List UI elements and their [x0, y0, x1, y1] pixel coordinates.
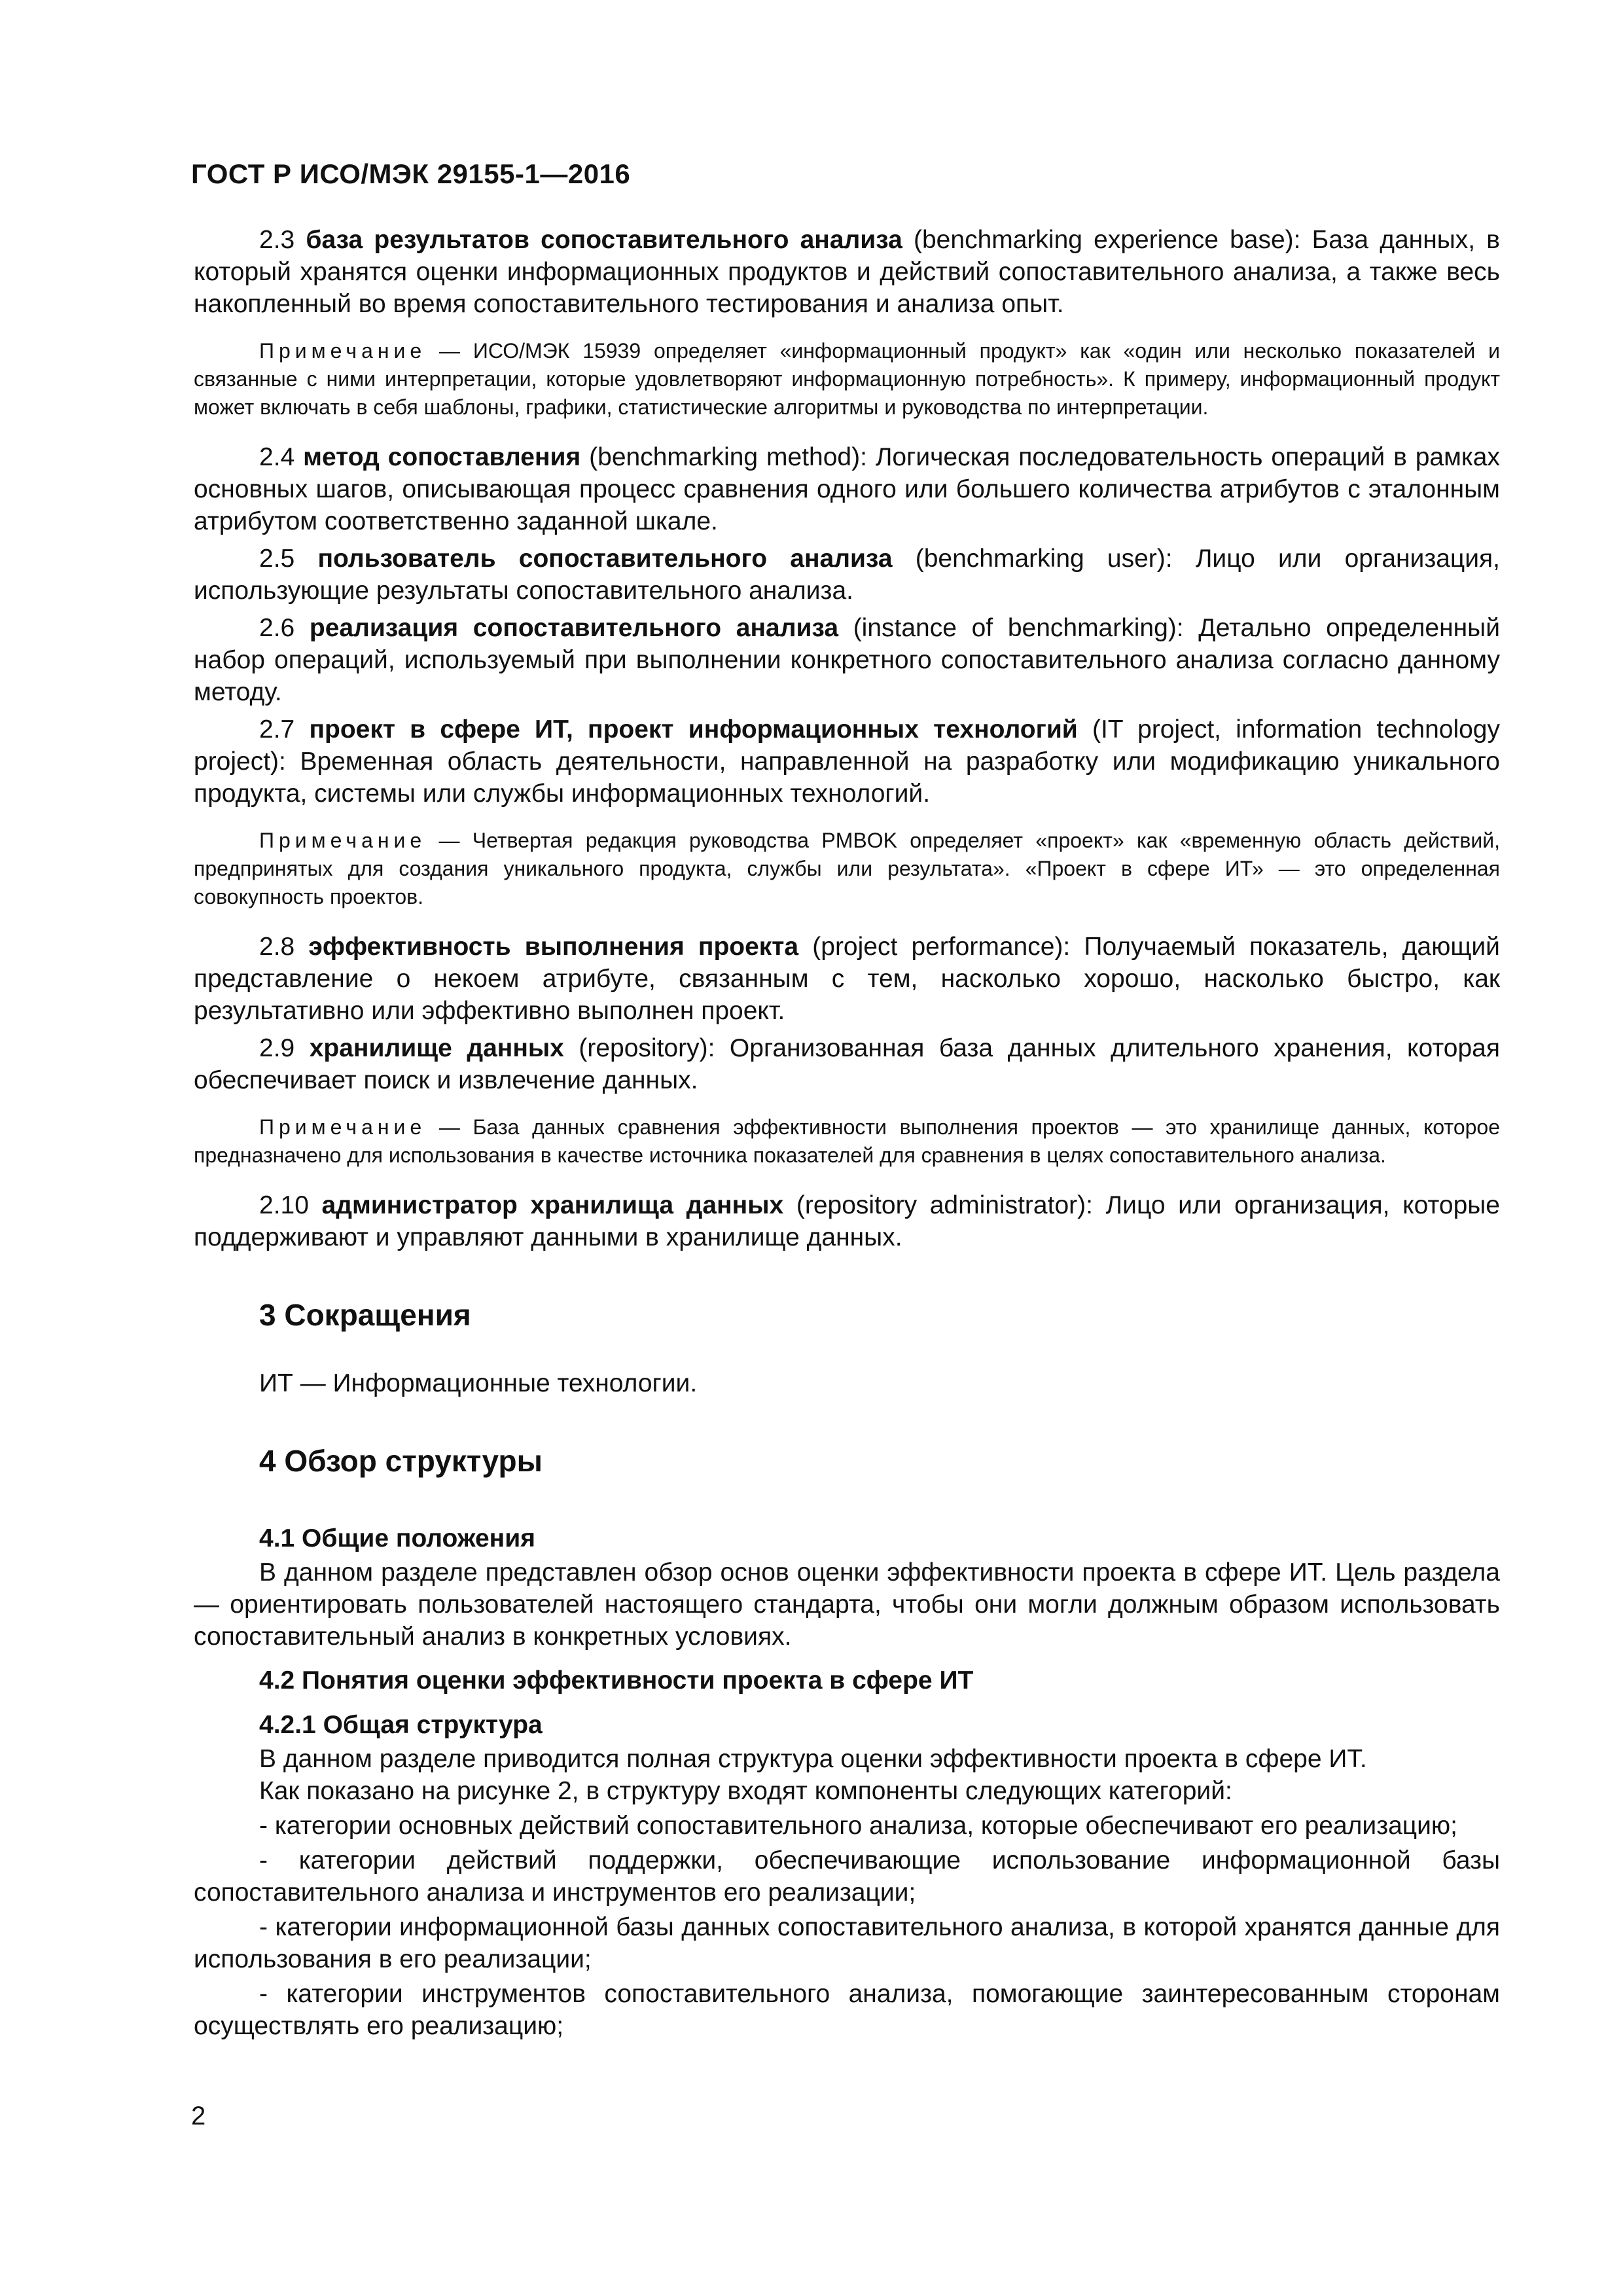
page-number: 2 — [191, 2102, 206, 2130]
term-2-7 — [194, 713, 1500, 810]
section-4-1-text: В данном разделе представлен обзор основ оценки эффективности проекта в сфере ИТ. Цель раздела — ориентировать пользователей настоящего стандарта, чтобы они могли должным образом использовать сопоставительный анализ в конкретных условиях. — [194, 1558, 1500, 1651]
document-body — [194, 224, 1500, 2042]
list-item: - категории инструментов сопоставительного анализа, помогающие заинтересованным сторонам осуществлять его реализацию; — [194, 1980, 1500, 2040]
term-definition: (benchmarking method): Логическая последовательность операций в рамках основных шагов, описывающая процесс сравнения одного или большего количества атрибутов с эталонным атрибутом соответственно заданной шкале. — [194, 443, 1500, 535]
section-4-2-heading: 4.2 Понятия оценки эффективности проекта в сфере ИТ — [259, 1666, 974, 1695]
term-name: метод сопоставления — [303, 443, 581, 471]
term-definition: (repository): Организованная база данных длительного хранения, которая обеспечивает поиск и извлечение данных. — [194, 1034, 1500, 1094]
term-2-10 — [194, 1189, 1500, 1253]
term-number: 2.8 — [259, 933, 295, 961]
term-number: 2.6 — [259, 614, 295, 642]
section-3-heading: 3 Сокращения — [259, 1298, 471, 1332]
section-4-2-1-para-2: Как показано на рисунке 2, в структуру входят компоненты следующих категорий: — [259, 1777, 1232, 1805]
term-definition: (benchmarking user): Лицо или организация, использующие результаты сопоставительного анализа. — [194, 545, 1500, 605]
note-3 — [194, 1113, 1500, 1170]
section-4-heading: 4 Обзор структуры — [259, 1444, 543, 1478]
term-name: реализация сопоставительного анализа — [309, 614, 839, 642]
term-name: хранилище данных — [309, 1034, 564, 1062]
term-number: 2.3 — [259, 226, 295, 254]
list-item: - категории действий поддержки, обеспечивающие использование информационной базы сопоставительного анализа и инструментов его реализации; — [194, 1846, 1500, 1907]
term-2-9 — [194, 1032, 1500, 1096]
term-definition: (project performance): Получаемый показатель, дающий представление о некоем атрибуте, связанным с тем, насколько хорошо, насколько быстро, как результативно или эффективно выполнен проект. — [194, 933, 1500, 1025]
term-number: 2.7 — [259, 715, 295, 744]
note-label: Примечание — [259, 1115, 427, 1139]
list-item: - категории информационной базы данных сопоставительного анализа, в которой хранятся данные для использования в его реализации; — [194, 1913, 1500, 1973]
note-label: Примечание — [259, 829, 427, 852]
note-text: — База данных сравнения эффективности выполнения проектов — это хранилище данных, которое предназначено для использования в качестве источника показателей для сравнения в целях сопоставительного анализа. — [194, 1115, 1500, 1167]
term-number: 2.10 — [259, 1191, 309, 1219]
term-definition: (repository administrator): Лицо или организация, которые поддерживают и управляют данными в хранилище данных. — [194, 1191, 1500, 1251]
term-number: 2.5 — [259, 545, 295, 573]
abbreviation-it: ИТ — Информационные технологии. — [259, 1369, 698, 1397]
term-2-3 — [194, 224, 1500, 320]
term-number: 2.9 — [259, 1034, 295, 1062]
term-definition: (IT project, information technology project): Временная область деятельности, направленной на разработку или модификацию уникального продукта, системы или службы информационных технологий. — [194, 715, 1500, 808]
note-text: — ИСО/МЭК 15939 определяет «информационный продукт» как «один или несколько показателей и связанные с ними интерпретации, которые удовлетворяют информационную потребность». К примеру, информационный продукт может включать в себя шаблоны, графики, статистические алгоритмы и руководства по интерпретации. — [194, 339, 1500, 419]
section-4-2-1-heading: 4.2.1 Общая структура — [259, 1711, 543, 1739]
term-name: база результатов сопоставительного анализа — [306, 226, 902, 254]
term-2-8 — [194, 931, 1500, 1027]
note-2 — [194, 827, 1500, 911]
term-name: эффективность выполнения проекта — [308, 933, 799, 961]
note-label: Примечание — [259, 339, 427, 363]
term-name: пользователь сопоставительного анализа — [317, 545, 893, 573]
document-header: ГОСТ Р ИСО/МЭК 29155-1—2016 — [191, 158, 631, 189]
term-name: проект в сфере ИТ, проект информационных технологий — [309, 715, 1078, 744]
list-item: - категории основных действий сопоставительного анализа, которые обеспечивают его реализацию; — [259, 1812, 1458, 1840]
term-number: 2.4 — [259, 443, 295, 471]
term-definition: (instance of benchmarking): Детально определенный набор операций, используемый при выполнении конкретного сопоставительного анализа согласно данному методу. — [194, 614, 1501, 706]
term-2-4 — [194, 441, 1500, 537]
term-definition: (benchmarking experience base): База данных, в который хранятся оценки информационных продуктов и действий сопоставительного анализа, а также весь накопленный во время сопоставительного тестирования и анализа опыт. — [194, 226, 1500, 318]
term-2-6 — [194, 612, 1500, 708]
term-name: администратор хранилища данных — [321, 1191, 784, 1219]
note-text: — Четвертая редакция руководства PMBOK определяет «проект» как «временную область действий, предпринятых для создания уникального продукта, службы или результата». «Проект в сфере ИТ» — это определенная совокупность проектов. — [194, 829, 1500, 908]
section-4-1-heading: 4.1 Общие положения — [259, 1524, 535, 1552]
term-2-5 — [194, 543, 1500, 607]
section-4-2-1-para-1: В данном разделе приводится полная структура оценки эффективности проекта в сфере ИТ. — [259, 1745, 1367, 1773]
note-1 — [194, 337, 1500, 422]
